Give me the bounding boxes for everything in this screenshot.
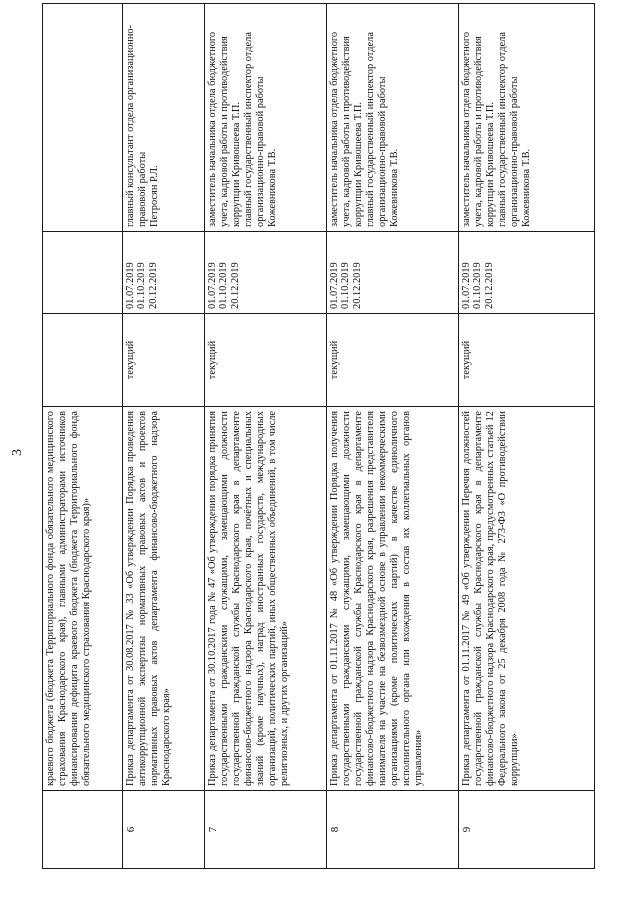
date-2: 01.10.2019: [340, 262, 352, 309]
responsible-position: заместитель начальника отдела бюджетного учета, кадровой работы и противодействия коррупции Кривошеева Т.П.: [329, 31, 365, 227]
date-1: 01.07.2019: [329, 262, 340, 309]
deadline-dates: [43, 232, 123, 314]
document-text: Приказ департамента от 30.10.2017 года № 47 «Об утверждении порядка принятия государственными гражданскими служащими, замещающими должности государственной гражданской службы Краснодарского края в департаменте финансово-бюджетного надзора Краснодарского края, почётных и специальных званий (кроме научных), наград иностранных государств, международных организаций, политических партий, иных общественных объединений, в том числе религиозных, и других организаций»: [205, 407, 327, 791]
row-number: [43, 791, 123, 869]
responsible-persons: [459, 4, 595, 232]
responsible-position: главный государственный инспектор отдела организационно-правовой работы: [243, 32, 267, 227]
document-text: краевого бюджета (бюджета Территориального фонда обязательного медицинского страхования Краснодарского края), главными администраторами источников финансирования дефицита краевого бюджета (бюджета Территориального фонда обязательного медицинского страхования Краснодарского края)»: [43, 407, 123, 791]
row-number: 7: [205, 791, 327, 869]
measures-table: [42, 3, 595, 869]
deadline-dates: [327, 232, 459, 314]
date-3: 20.12.2019: [351, 262, 363, 309]
document-text: Приказ департамента от 30.08.2017 № 33 «Об утверждении Порядка проведения антикоррупционной экспертизы нормативных правовых актов и проектов нормативных правовых актов департамента финансово-бюджетного надзора Краснодарского края»: [123, 407, 205, 791]
responsible-name: Кожевникова Т.В.: [389, 148, 401, 227]
execution-type: текущий: [327, 314, 459, 407]
execution-type: текущий: [459, 314, 595, 407]
responsible-persons: [205, 4, 327, 232]
table-row: [459, 4, 595, 869]
row-number: 6: [123, 791, 205, 869]
page-number: 3: [10, 449, 25, 456]
responsible-name: Петросян Р.Л.: [149, 165, 161, 227]
deadline-dates: [123, 232, 205, 314]
responsible-position: главный государственный инспектор отдела организационно-правовой работы: [365, 32, 389, 227]
responsible-position: главный консультант отдела организационно-правовой работы: [125, 24, 149, 227]
responsible-name: Кожевникова Т.В.: [521, 148, 533, 227]
document-text: Приказ департамента от 01.11.2017 № 48 «Об утверждении Порядка получения государственными гражданскими служащими, замещающими должности государственной гражданской службы Краснодарского края в департаменте финансово-бюджетного надзора Краснодарского края, разрешения представителя нанимателя на участие на безвозмездной основе в управлении некоммерческими организациями (кроме политических партий) в качестве единоличного исполнительного органа или вхождения в состав их коллегиальных органов управления»: [327, 407, 459, 791]
row-number: 8: [327, 791, 459, 869]
execution-type: [43, 314, 123, 407]
responsible-persons: [123, 4, 205, 232]
responsible-name: Кожевникова Т.В.: [267, 148, 279, 227]
table-row: [123, 4, 205, 869]
execution-type: текущий: [205, 314, 327, 407]
row-number: 9: [459, 791, 595, 869]
deadline-dates: [459, 232, 595, 314]
deadline-dates: [205, 232, 327, 314]
document-text: Приказ департамента от 01.11.2017 № 49 «Об утверждении Перечня должностей государственной гражданской службы Краснодарского края в департаменте финансово-бюджетного надзора Краснодарского края, предусмотренных статьей 12 Федерального закона от 25 декабря 2008 года № 273-ФЗ «О противодействии коррупции»: [459, 407, 595, 791]
execution-type: текущий: [123, 314, 205, 407]
date-3: 20.12.2019: [483, 262, 495, 309]
table-row: [43, 4, 123, 869]
table-row: [205, 4, 327, 869]
date-1: 01.07.2019: [461, 262, 472, 309]
date-2: 01.10.2019: [136, 262, 148, 309]
responsible-position: главный государственный инспектор отдела организационно-правовой работы: [497, 32, 521, 227]
table-row: [327, 4, 459, 869]
date-3: 20.12.2019: [229, 262, 241, 309]
responsible-persons: [327, 4, 459, 232]
responsible-position: заместитель начальника отдела бюджетного учета, кадровой работы и противодействия коррупции Кривошеева Т.П.: [461, 31, 497, 227]
date-1: 01.07.2019: [125, 262, 136, 309]
responsible-position: заместитель начальника отдела бюджетного учета, кадровой работы и противодействия коррупции Кривошеева Т.П.: [207, 31, 243, 227]
responsible-persons: [43, 4, 123, 232]
date-2: 01.10.2019: [218, 262, 230, 309]
date-1: 01.07.2019: [207, 262, 218, 309]
date-2: 01.10.2019: [472, 262, 484, 309]
date-3: 20.12.2019: [147, 262, 159, 309]
